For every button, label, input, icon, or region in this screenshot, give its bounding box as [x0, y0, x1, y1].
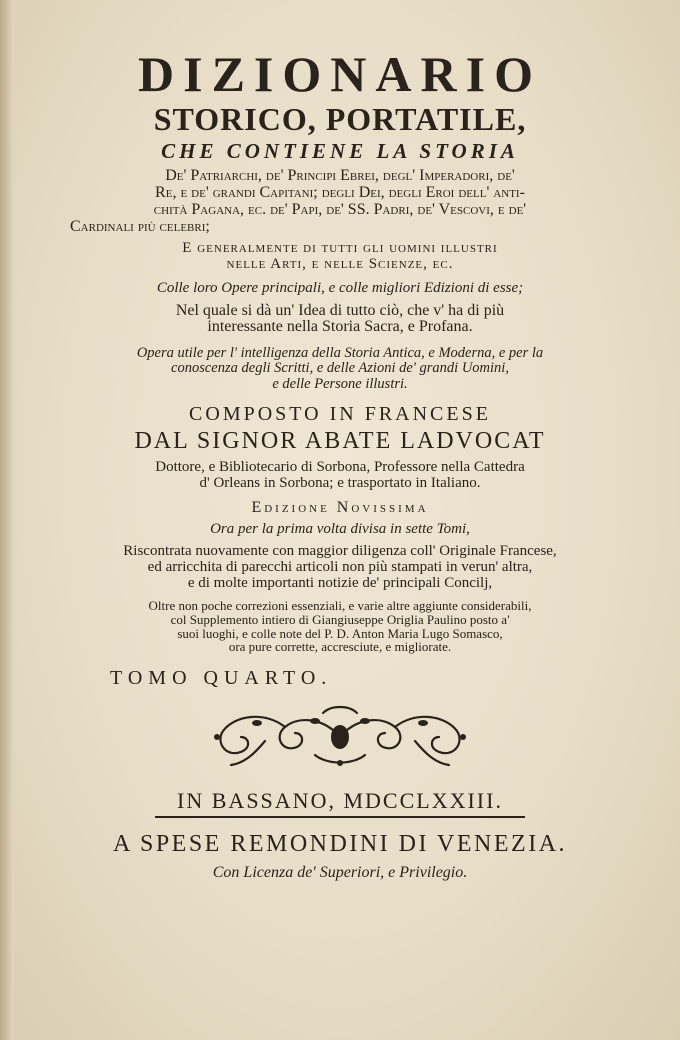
idea-block	[40, 303, 640, 337]
useful-line: conoscenza degli Scritti, e delle Azioni de' grandi Uomini,	[171, 360, 509, 377]
supplement-line: Oltre non poche correzioni essenziali, e varie altre aggiunte considerabili,	[148, 598, 532, 614]
general-block	[40, 241, 640, 273]
idea-line: Nel quale si dà un' Idea di tutto ciò, che v' ha di più	[175, 301, 505, 319]
useful-block	[40, 346, 640, 392]
revision-line: Riscontrata nuovamente con maggior diligenza coll' Originale Francese,	[123, 543, 557, 560]
supplement-line: ora pure corrette, accresciute, e migliorate.	[228, 639, 452, 655]
floral-scroll-ornament	[205, 701, 475, 773]
subjects-line: Re, e de' grandi Capitani; degli Dei, degli Eroi dell' anti-	[155, 183, 525, 201]
imprint-publisher: A SPESE REMONDINI DI VENEZIA.	[112, 830, 568, 857]
subjects-line: chità Pagana, ec. de' Papi, de' SS. Padri, de' Vescovi, e de'	[153, 200, 527, 218]
useful-line: Opera utile per l' intelligenza della Storia Antica, e Moderna, e per la	[136, 345, 544, 362]
subjects-line: Cardinali più celebri;	[70, 217, 210, 235]
author-name: DAL SIGNOR ABATE LADVOCAT	[134, 427, 546, 454]
revision-line: ed arricchita di parecchi articoli non più stampati in verun' altra,	[147, 558, 533, 575]
imprint-licence: Con Licenza de' Superiori, e Privilegio.	[212, 864, 468, 882]
page-edge-shadow	[0, 0, 14, 1040]
title-page-content	[40, 40, 640, 882]
title-line-3: CHE CONTIENE LA STORIA	[161, 139, 519, 164]
volume-label: TOMO QUARTO.	[110, 666, 333, 689]
revision-block	[40, 544, 640, 591]
main-title: DIZIONARIO	[138, 46, 542, 102]
works-line: Colle loro Opere principali, e colle migliori Edizioni di esse;	[156, 279, 524, 296]
general-line: nelle Arti, e nelle Scienze, ec.	[226, 256, 454, 273]
supplement-line: suoi luoghi, e colle note del P. D. Anton Maria Lugo Somasco,	[177, 625, 503, 641]
general-line: E generalmente di tutti gli uomini illustri	[182, 240, 498, 257]
credentials-line: d' Orleans in Sorbona; e trasportato in Italiano.	[199, 474, 481, 491]
edition-note: Ora per la prima volta divisa in sette Tomi,	[210, 521, 470, 538]
imprint-place: IN BASSANO, MDCCLXXIII.	[177, 787, 503, 813]
edition-label: Edizione Novissima	[251, 498, 429, 516]
useful-line: e delle Persone illustri.	[272, 375, 408, 392]
supplement-line: col Supplemento intiero di Giangiuseppe Origlia Paulino posto a'	[170, 611, 510, 627]
idea-line: interessante nella Storia Sacra, e Profana.	[207, 318, 473, 336]
supplement-block	[40, 599, 640, 654]
subjects-block	[40, 168, 640, 235]
composed-in-french: COMPOSTO IN FRANCESE	[189, 402, 491, 425]
credentials-line: Dottore, e Bibliotecario di Sorbona, Professore nella Cattedra	[155, 459, 525, 476]
revision-line: e di molte importanti notizie de' principali Concilj,	[187, 574, 493, 591]
subjects-line: De' Patriarchi, de' Principi Ebrei, degl' Imperadori, de'	[165, 167, 515, 185]
author-credentials	[40, 460, 640, 492]
title-line-2: STORICO, PORTATILE,	[153, 100, 527, 137]
imprint-rule	[155, 816, 525, 818]
